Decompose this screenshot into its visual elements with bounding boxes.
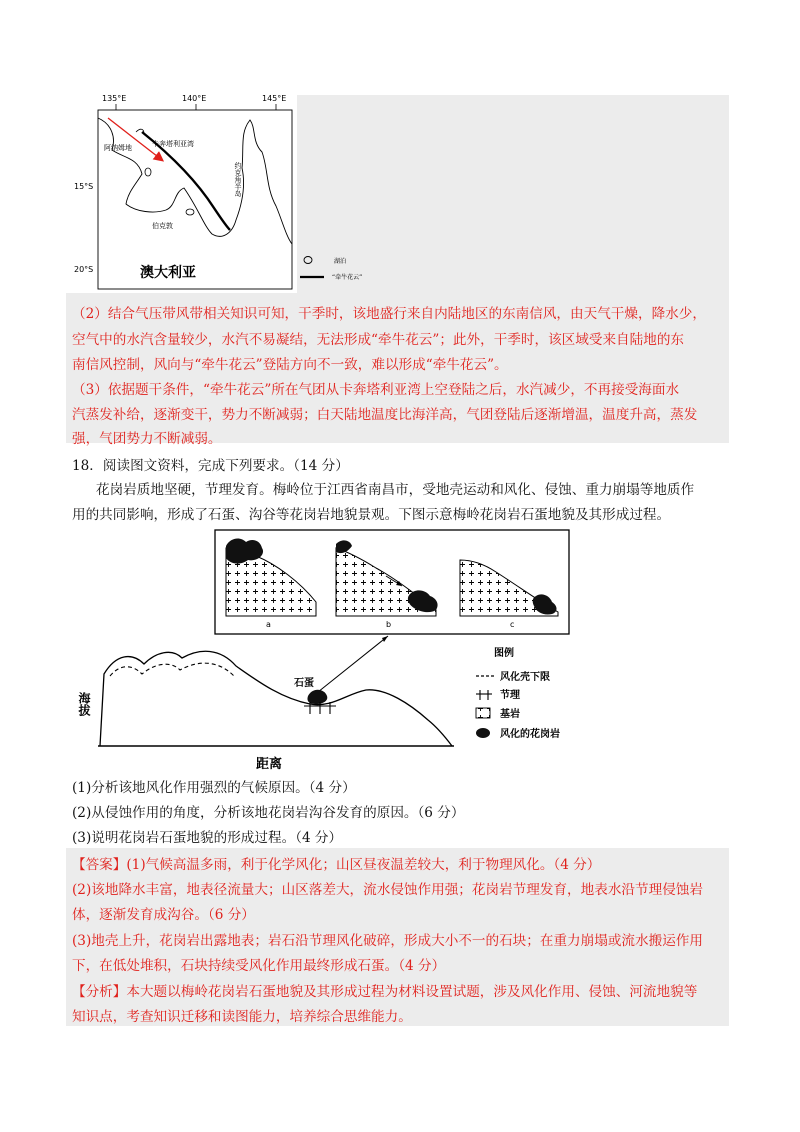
analysis-text1: 本大题以梅岭花岗岩石蛋地貌及其形成过程为材料设置试题，涉及风化作用、侵蚀、河流地貌等: [126, 984, 698, 1000]
lon-label-140: 140°E: [182, 94, 207, 103]
question18-intro-line2: 用的共同影响，形成了石蛋、沟谷等花岗岩地貌景观。下图示意梅岭花岗岩石蛋地貌及其形成过程。: [72, 507, 671, 523]
question18-intro-line1: 花岗岩质地坚硬，节理发育。梅岭位于江西省南昌市，受地壳运动和风化、侵蚀、重力崩塌等地质作: [96, 482, 695, 498]
answer18-line1: [72, 853, 732, 873]
legend-item-bedrock: 基岩: [500, 709, 520, 720]
answer18-line7: 知识点，考查知识迁移和读图能力，培养综合思维能力。: [72, 1009, 412, 1025]
analysis-tag: 【分析】: [72, 984, 127, 1000]
question18-title: 18．阅读图文资料，完成下列要求。（14 分）: [72, 458, 349, 474]
question18-sub1: (1)分析该地风化作用强烈的气候原因。（4 分）: [72, 780, 356, 796]
answer17-p2-line3: 南信风控制，风向与“牵牛花云”登陆方向不一致，难以形成“牵牛花云”。: [72, 357, 508, 373]
legend-item-crust: 风化壳下限: [500, 672, 550, 683]
answer17-p2-line1: （2）结合气压带风带相关知识可知，干季时，该地盛行来自内陆地区的东南信风，由天气干燥，降水少，: [72, 306, 706, 322]
answer18-line6: [72, 980, 732, 1000]
stone-egg-diagram: [77, 524, 640, 774]
australia-map: [72, 88, 372, 293]
place-arnhem: 阿纳姆地: [104, 144, 132, 152]
answer18-line5: 下，在低处堆积，石块持续受风化作用最终形成石蛋。（4 分）: [72, 958, 446, 974]
answer17-p3-line2: 汽蒸发补给，逐渐变干，势力不断减弱；白天陆地温度比海洋高，气团登陆后逐渐增温，温度升高，蒸发: [72, 407, 698, 423]
pointer-arrow: [318, 636, 388, 692]
terrain-profile: [100, 651, 452, 746]
joint-icon: [476, 690, 492, 700]
answer17-p3-line1: （3）依据题干条件，“牵牛花云”所在气团从卡奔塔利亚湾上空登陆之后，水汽减少，不再接受海面水: [72, 382, 680, 398]
question18-sub3: (3)说明花岗岩石蛋地貌的形成过程。（4 分）: [72, 830, 343, 846]
stone-egg-shape: [307, 690, 327, 704]
answer17-p3-line3: 强，气团势力不断减弱。: [72, 431, 222, 447]
bedrock-icon: [476, 708, 490, 718]
answer-tag: 【答案】: [72, 857, 127, 873]
y-axis-label: 海拔: [77, 692, 91, 716]
panel-c-label: c: [510, 620, 515, 629]
place-carpentaria: 卡奔塔利亚湾: [152, 140, 194, 148]
weathering-crust-boundary: [110, 663, 234, 676]
legend-title: 图例: [494, 648, 514, 659]
question18-sub2: (2)从侵蚀作用的角度，分析该地花岗岩沟谷发育的原因。（6 分）: [72, 805, 465, 821]
lon-label-135: 135°E: [102, 94, 127, 103]
x-axis-label: 距离: [256, 757, 283, 772]
panel-a-label: a: [266, 620, 271, 629]
answer18-line4: (3)地壳上升，花岗岩出露地表；岩石沿节理风化破碎，形成大小不一的石块；在重力崩塌或流水搬运作用: [72, 933, 703, 949]
place-york: 约克角半岛: [234, 162, 242, 197]
lon-label-145: 145°E: [262, 94, 287, 103]
lat-label-20s: 20°S: [74, 265, 94, 274]
answer18-line3: 体，逐渐发育成沟谷。（6 分）: [72, 907, 255, 923]
diagram-legend: [476, 646, 560, 740]
lake-icon: [304, 257, 312, 264]
lat-label-15s: 15°S: [74, 182, 94, 191]
answer17-p2-line2: 空气中的水汽含量较少，水汽不易凝结，无法形成“牵牛花云”；此外，干季时，该区域受来自陆地的东: [72, 332, 685, 348]
answer18-text1: (1)气候高温多雨，利于化学风化；山区昼夜温差较大，利于物理风化。（4 分）: [126, 857, 601, 873]
country-label: 澳大利亚: [140, 265, 196, 281]
legend-item-joint: 节理: [500, 690, 520, 701]
legend-lake-label: 湖泊: [334, 258, 347, 265]
place-town: 伯克敦: [152, 222, 173, 230]
panel-b-label: b: [386, 620, 392, 629]
weathered-granite-icon: [476, 728, 490, 738]
legend-cloud-label: “牵牛花云”: [332, 274, 363, 281]
answer18-line2: (2)该地降水丰富，地表径流量大；山区落差大，流水侵蚀作用强；花岗岩节理发育，地表水沿节理侵蚀岩: [72, 882, 703, 898]
stone-egg-label: 石蛋: [294, 678, 314, 689]
legend-item-weathered: 风化的花岗岩: [500, 729, 560, 740]
